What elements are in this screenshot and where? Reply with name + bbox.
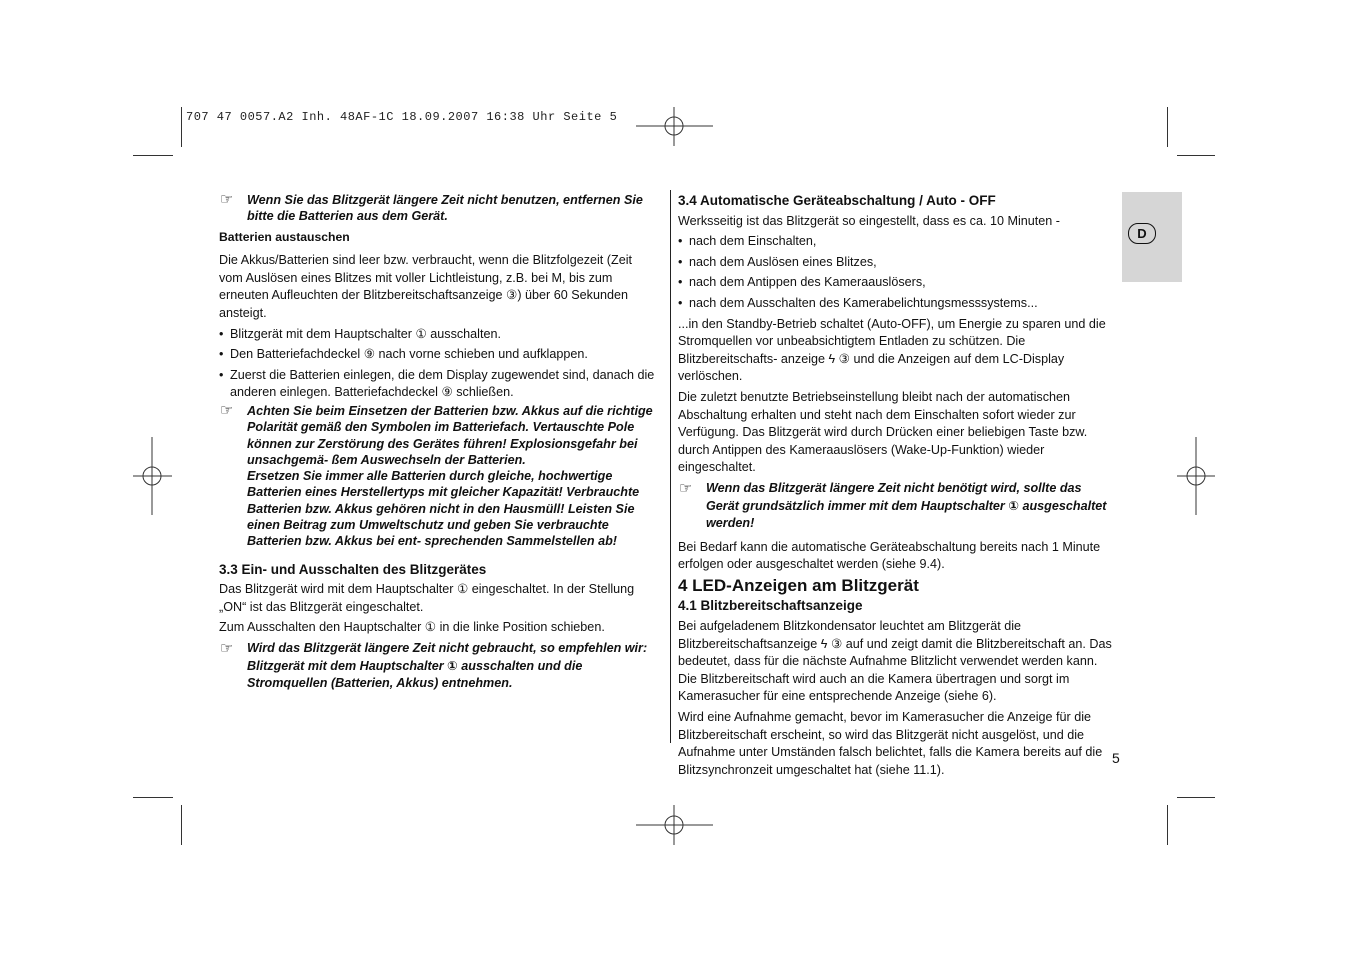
- paragraph: ...in den Standby-Betrieb schaltet (Auto-OFF), um Energie zu sparen und die Stromquellen vor unbeabsichtigtem Entladen zu schützen. Die Blitzbereitschafts- anzeige ϟ ③ und die Anzeigen auf dem LC-Display verlöschen.: [678, 316, 1106, 384]
- page-number: 5: [1112, 750, 1120, 766]
- note-remove-batteries: [219, 192, 657, 225]
- heading-4-1: 4.1 Blitzbereitschaftsanzeige: [678, 598, 863, 614]
- note-text: Wird das Blitzgerät längere Zeit nicht gebraucht, so empfehlen wir: Blitzgerät mit dem Hauptschalter ① ausschalten und die Stromquellen (Batterien, Akkus) entnehmen.: [247, 640, 648, 691]
- paragraph: Werksseitig ist das Blitzgerät so eingestellt, dass es ca. 10 Minuten -: [678, 213, 1060, 228]
- note-power-off: [219, 640, 657, 693]
- pointing-hand-icon: ☞: [679, 479, 693, 497]
- pointing-hand-icon: ☞: [220, 191, 234, 208]
- paragraph: Das Blitzgerät wird mit dem Hauptschalter ① eingeschaltet. In der Stellung „ON“ ist das Blitzgerät eingeschaltet.: [219, 582, 635, 614]
- paragraph: Die Akkus/Batterien sind leer bzw. verbraucht, wenn die Blitzfolgezeit (Zeit vom Auslösen eines Blitzes mit voller Lichtleistung, z.B. bei M, bis zum erneuten Aufleuchten der Blitzbereitschaftsanzeige ③) über 60 Sekunden ansteigt.: [219, 253, 632, 320]
- note-auto-off: [678, 480, 1116, 533]
- pointing-hand-icon: ☞: [220, 401, 234, 419]
- paragraph: Bei Bedarf kann die automatische Geräteabschaltung bereits nach 1 Minute erfolgen oder ausgeschaltet werden (siehe 9.4).: [678, 539, 1101, 572]
- heading-batteries: Batterien austauschen: [219, 229, 350, 244]
- list-item: • nach dem Einschalten,: [678, 234, 817, 249]
- heading-3-3: 3.3 Ein- und Ausschalten des Blitzgerätes: [219, 561, 487, 577]
- right-column: [678, 192, 1116, 782]
- note-text: Achten Sie beim Einsetzen der Batterien bzw. Akkus auf die richtige Polarität gemäß den Symbolen im Batteriefach. Vertauschte Pole können zur Zerstörung des Gerätes führen! Explosionsgefahr bei unsachgemä- ßem Auswechseln der Batterien.: [247, 403, 653, 467]
- paragraph: Zum Ausschalten den Hauptschalter ① in die linke Position schieben.: [219, 620, 605, 635]
- heading-3-4: 3.4 Automatische Geräteabschaltung / Auto - OFF: [678, 193, 996, 208]
- list-item: • nach dem Auslösen eines Blitzes,: [678, 254, 877, 269]
- note-text: Wenn Sie das Blitzgerät längere Zeit nicht benutzen, entfernen Sie bitte die Batterien aus dem Gerät.: [247, 193, 643, 224]
- heading-4: 4 LED-Anzeigen am Blitzgerät: [678, 575, 919, 595]
- list-item: • nach dem Ausschalten des Kamerabelichtungsmesssystems...: [678, 295, 1038, 310]
- list-item: • Zuerst die Batterien einlegen, die dem Display zugewendet sind, danach die anderen einlegen. Batteriefachdeckel ⑨ schließen.: [219, 367, 655, 400]
- left-column: [219, 192, 657, 693]
- language-badge: D: [1128, 223, 1156, 244]
- pointing-hand-icon: ☞: [220, 639, 234, 657]
- list-item: • Den Batteriefachdeckel ⑨ nach vorne schieben und aufklappen.: [219, 347, 588, 362]
- note-polarity: [219, 403, 657, 550]
- note-text: Wenn das Blitzgerät längere Zeit nicht benötigt wird, sollte das Gerät grundsätzlich immer mit dem Hauptschalter ① ausgeschaltet werden!: [706, 480, 1107, 531]
- list-item: • nach dem Antippen des Kameraauslösers,: [678, 275, 926, 290]
- paragraph: Wird eine Aufnahme gemacht, bevor im Kamerasucher die Anzeige für die Blitzbereitschaft erscheint, so wird das Blitzgerät nicht ausgelöst, und die Aufnahme unter Umständen falsch belichtet, falls die Kamera bereits auf die Blitzsynchronzeit umgeschaltet hat (siehe 11.1).: [678, 710, 1103, 777]
- paragraph: Die zuletzt benutzte Betriebseinstellung bleibt nach der automatischen Abschaltung erhalten und steht nach dem Einschalten sofort wieder zur Verfügung. Das Blitzgerät wird durch Drücken einer beliebigen Taste bzw. durch Antippen des Kameraauslösers (Wake-Up-Funktion) wieder eingeschaltet.: [678, 389, 1088, 475]
- print-slug: 707 47 0057.A2 Inh. 48AF-1C 18.09.2007 16:38 Uhr Seite 5: [186, 110, 618, 124]
- paragraph: Bei aufgeladenem Blitzkondensator leuchtet am Blitzgerät die Blitzbereitschaftsanzeige ϟ ③ auf und zeigt damit die Blitzbereitschaft an. Das bedeutet, dass für die nächste Aufnahme Blitzlicht verwendet werden kann. Die Blitzbereitschaft wird auch an die Kamera übertragen und sorgt im Kamerasucher für eine entsprechende Anzeige (siehe 6).: [678, 619, 1112, 704]
- list-item: • Blitzgerät mit dem Hauptschalter ① ausschalten.: [219, 326, 501, 341]
- column-divider: [670, 190, 671, 743]
- note-text: Ersetzen Sie immer alle Batterien durch gleiche, hochwertige Batterien eines Herstellertyps mit gleicher Kapazität! Verbrauchte Batterien bzw. Akkus gehören nicht in den Hausmüll! Leisten Sie einen Beitrag zum Umweltschutz und geben Sie verbrauchte Batterien bzw. Akkus bei ent- sprechenden Sammelstellen ab!: [247, 469, 640, 549]
